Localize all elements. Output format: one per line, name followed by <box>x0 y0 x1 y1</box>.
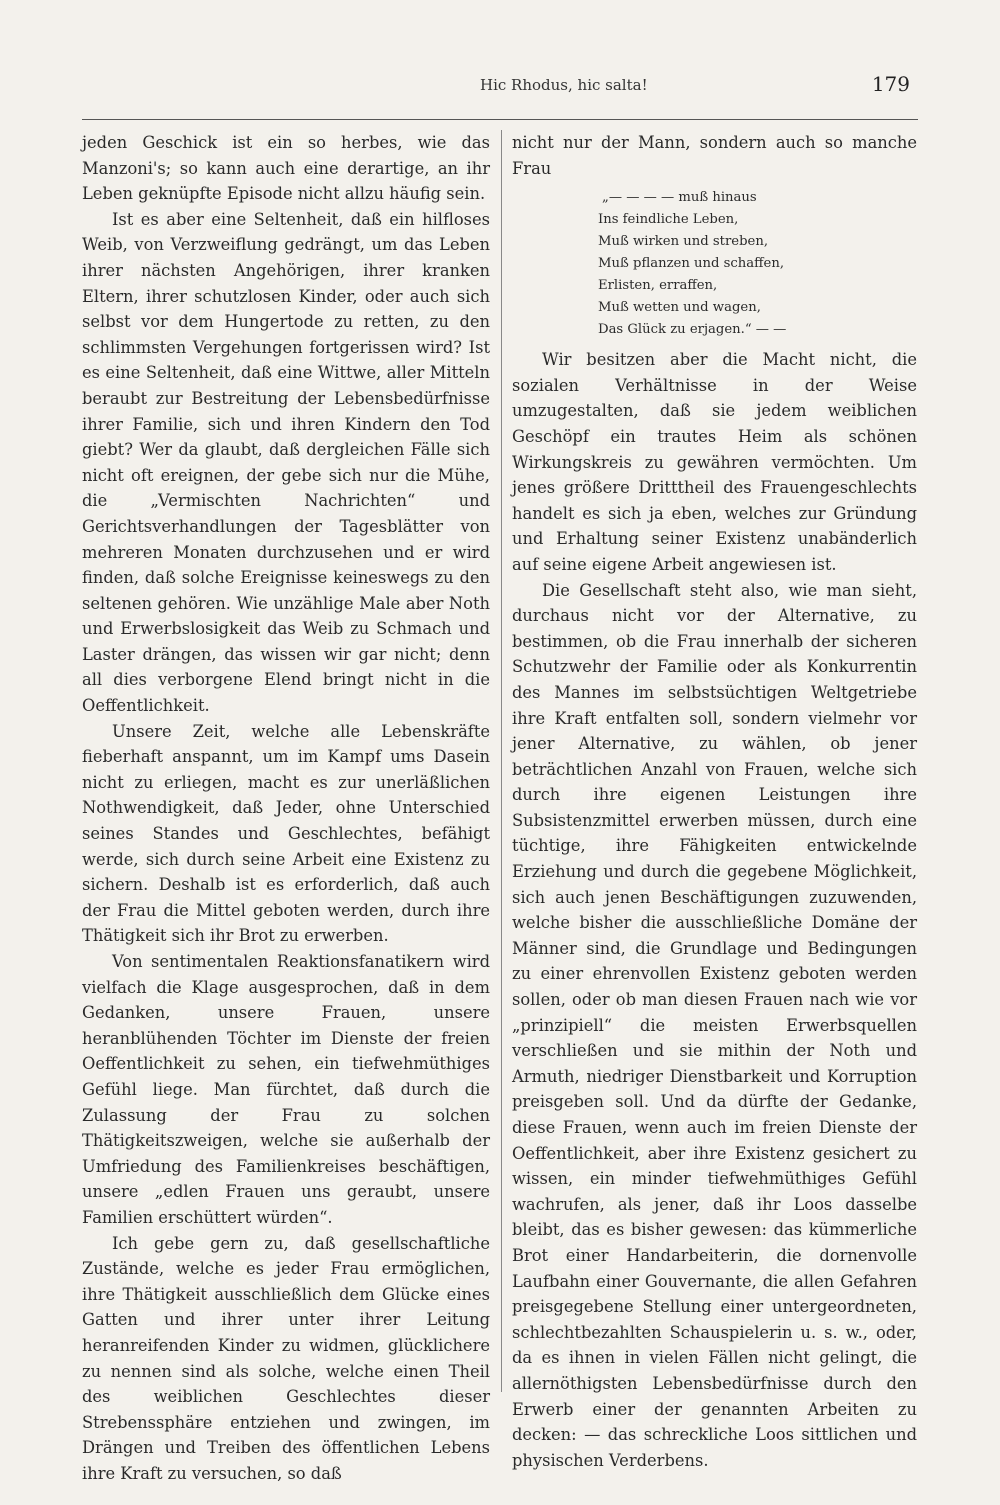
verse-line: Ins feindliche Leben, <box>598 212 739 228</box>
paragraph: jeden Geschick ist ein so herbes, wie das Manzoni's; so kann auch eine derartige, an ihr Leben geknüpfte Episode nicht allzu häufig sein. <box>82 133 490 204</box>
verse-quote <box>598 187 917 341</box>
verse-line: Muß pflanzen und schaffen, <box>598 256 785 272</box>
running-title: Hic Rhodus, hic salta! <box>480 76 648 94</box>
paragraph: Von sentimentalen Reaktionsfanatikern wird vielfach die Klage ausgesprochen, daß in dem Gedanken, unsere Frauen, unsere heranblühenden Töchter im Dienste der freien Oeffentlichkeit zu sehen, ein tiefwehmüthiges Gefühl liege. Man fürchtet, daß durch die Zulassung der Frau zu solchen Thätigkeitszweigen, welche sie außerhalb der Umfriedung des Familienkreises beschäftigen, unsere „edlen Frauen uns geraubt, unsere Familien erschüttert würden“. <box>82 952 490 1227</box>
paragraph: Unsere Zeit, welche alle Lebenskräfte fieberhaft anspannt, um im Kampf ums Dasein nicht zu erliegen, macht es zur unerläßlichen Nothwendigkeit, daß Jeder, ohne Unterschied seines Standes und Geschlechtes, befähigt werde, sich durch seine Arbeit eine Existenz zu sichern. Deshalb ist es erforderlich, daß auch der Frau die Mittel geboten werden, durch ihre Thätigkeit sich ihr Brot zu erwerben. <box>82 721 490 946</box>
paragraph: Die Gesellschaft steht also, wie man sieht, durchaus nicht vor der Alternative, zu bestimmen, ob die Frau innerhalb der sicheren Schutzwehr der Familie oder als Konkurrentin des Mannes im selbstsüchtigen Weltgetriebe ihre Kraft entfalten soll, sondern vielmehr vor jener Alternative, zu wählen, ob jener beträchtlichen Anzahl von Frauen, welche sich durch ihre eigenen Leistungen ihre Subsistenzmittel erwerben müssen, durch eine tüchtige, ihre Fähigkeiten entwickelnde Erziehung und durch die gegebene Möglichkeit, sich auch jenen Beschäftigungen zuzuwenden, welche bisher die ausschließliche Domäne der Männer sind, die Grundlage und Bedingungen zu einer ehrenvollen Existenz geboten werden sollen, oder ob man diesen Frauen nach wie vor „prinzipiell“ die meisten Erwerbsquellen verschließen und sie mithin der Noth und Armuth, niedriger Dienstbarkeit und Korruption preisgeben soll. Und da dürfte der Gedanke, diese Frauen, wenn auch im freien Dienste der Oeffentlichkeit, aber ihre Existenz gesichert zu wissen, ein minder tiefwehmüthiges Gefühl wachrufen, als jener, daß ihr Loos dasselbe bleibt, das es bisher gewesen: das kümmerliche Brot einer Handarbeiterin, die dornenvolle Laufbahn einer Gouvernante, die allen Gefahren preisgegebene Stellung einer untergeordneten, schlechtbezahlten Schauspielerin u. s. w., oder, da es ihnen in vielen Fällen nicht gelingt, die allernöthigsten Lebensbedürfnisse durch den Erwerb einer der genannten Arbeiten zu decken: — das schreckliche Loos sittlichen und physischen Verderbens. <box>512 580 917 1470</box>
verse-line: Erlisten, erraffen, <box>598 278 718 294</box>
column-divider <box>501 130 502 1392</box>
verse-line: Muß wirken und streben, <box>598 234 769 250</box>
header-rule <box>82 119 918 120</box>
page-number: 179 <box>871 72 910 96</box>
right-column <box>512 130 917 1473</box>
verse-line: „— — — — muß hinaus <box>602 190 757 206</box>
verse-line: Das Glück zu erjagen.“ — — <box>598 322 787 338</box>
page-header <box>80 68 920 102</box>
left-column <box>82 130 490 1486</box>
paragraph: nicht nur der Mann, sondern auch so manche Frau <box>512 133 917 178</box>
paragraph: Ist es aber eine Seltenheit, daß ein hilfloses Weib, von Verzweiflung gedrängt, um das Leben ihrer nächsten Angehörigen, ihrer kranken Eltern, ihrer schutzlosen Kinder, oder auch sich selbst vor dem Hungertode zu retten, zu den schlimmsten Vergehungen fortgerissen wird? Ist es eine Seltenheit, daß eine Wittwe, aller Mitteln beraubt zur Bestreitung der Lebensbedürfnisse ihrer Familie, sich und ihren Kindern den Tod giebt? Wer da glaubt, daß dergleichen Fälle sich nicht oft ereignen, der gebe sich nur die Mühe, die „Vermischten Nachrichten“ und Gerichtsverhandlungen der Tagesblätter von mehreren Monaten durchzusehen und er wird finden, daß solche Ereignisse keineswegs zu den seltenen gehören. Wie unzählige Male aber Noth und Erwerbslosigkeit das Weib zu Schmach und Laster drängen, das wissen wir gar nicht; denn all dies verborgene Elend bringt nicht in die Oeffentlichkeit. <box>82 209 490 716</box>
verse-line: Muß wetten und wagen, <box>598 300 761 316</box>
paragraph: Ich gebe gern zu, daß gesellschaftliche Zustände, welche es jeder Frau ermöglichen, ihre Thätigkeit ausschließlich dem Glücke eines Gatten und ihrer unter ihrer Leitung heranreifenden Kinder zu widmen, glücklichere zu nennen sind als solche, welche einen Theil des weiblichen Geschlechtes dieser Strebenssphäre entziehen und zwingen, im Drängen und Treiben des öffentlichen Lebens ihre Kraft zu versuchen, so daß <box>82 1233 490 1483</box>
paragraph: Wir besitzen aber die Macht nicht, die sozialen Verhältnisse in der Weise umzugestalten, daß sie jedem weiblichen Geschöpf ein trautes Heim als schönen Wirkungskreis zu gewähren vermöchten. Um jenes größere Dritttheil des Frauengeschlechts handelt es sich ja eben, welches zur Gründung und Erhaltung seiner Existenz unabänderlich auf seine eigene Arbeit angewiesen ist. <box>512 350 917 574</box>
